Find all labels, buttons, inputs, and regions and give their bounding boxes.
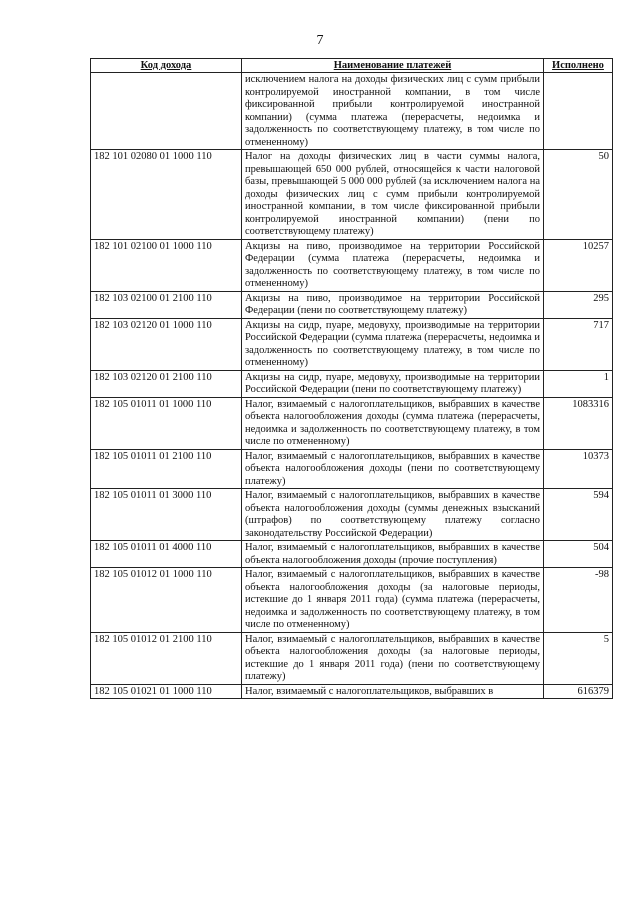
payment-name: Налог, взимаемый с налогоплательщиков, выбравших в качестве объекта налогообложения доходы (сумма платежа (перерасчеты, недоимка и задолженность по соответствующему платежу, в том числе по отмененному) [242, 397, 544, 449]
executed-amount: 616379 [544, 684, 613, 699]
executed-amount: -98 [544, 568, 613, 633]
table-row [91, 370, 613, 397]
executed-amount: 594 [544, 489, 613, 541]
table-row [91, 318, 613, 370]
payment-name: Налог, взимаемый с налогоплательщиков, выбравших в [242, 684, 544, 699]
column-header-code: Код дохода [91, 59, 242, 73]
page-number: 7 [316, 33, 324, 48]
table-row [91, 684, 613, 699]
payment-name: Акцизы на пиво, производимое на территории Российской Федерации (пени по соответствующему платежу) [242, 291, 544, 318]
revenue-code: 182 105 01011 01 2100 110 [91, 449, 242, 489]
revenue-code [91, 73, 242, 150]
revenue-code: 182 103 02100 01 2100 110 [91, 291, 242, 318]
table-row [91, 397, 613, 449]
executed-amount: 5 [544, 632, 613, 684]
executed-amount: 1 [544, 370, 613, 397]
revenue-code: 182 105 01011 01 3000 110 [91, 489, 242, 541]
revenue-table [90, 58, 613, 699]
table-header-row [91, 59, 613, 73]
revenue-code: 182 105 01012 01 2100 110 [91, 632, 242, 684]
executed-amount: 504 [544, 541, 613, 568]
payment-name: Акцизы на сидр, пуаре, медовуху, производимые на территории Российской Федерации (сумма платежа (перерасчеты, недоимка и задолженность по соответствующему платежу, в том числе по отмененному) [242, 318, 544, 370]
executed-amount: 295 [544, 291, 613, 318]
payment-name: Акцизы на пиво, производимое на территории Российской Федерации (сумма платежа (перерасчеты, недоимка и задолженность по соответствующему платежу, в том числе по отмененному) [242, 239, 544, 291]
table-row [91, 489, 613, 541]
table-row [91, 632, 613, 684]
executed-amount: 717 [544, 318, 613, 370]
payment-name: Налог, взимаемый с налогоплательщиков, выбравших в качестве объекта налогообложения доходы (за налоговые периоды, истекшие до 1 января 2011 года) (пени по соответствующему платежу) [242, 632, 544, 684]
table-row [91, 150, 613, 240]
payment-name: Налог, взимаемый с налогоплательщиков, выбравших в качестве объекта налогообложения доходы (за налоговые периоды, истекшие до 1 января 2011 года) (сумма платежа (перерасчеты, недоимка и задолженность по соответствующему платежу, в том числе по отмененному) [242, 568, 544, 633]
payment-name: Налог, взимаемый с налогоплательщиков, выбравших в качестве объекта налогообложения доходы (прочие поступления) [242, 541, 544, 568]
revenue-code: 182 105 01011 01 4000 110 [91, 541, 242, 568]
revenue-code: 182 101 02100 01 1000 110 [91, 239, 242, 291]
executed-amount: 10257 [544, 239, 613, 291]
revenue-code: 182 105 01012 01 1000 110 [91, 568, 242, 633]
table-row [91, 291, 613, 318]
table-row [91, 568, 613, 633]
revenue-code: 182 103 02120 01 1000 110 [91, 318, 242, 370]
payment-name: исключением налога на доходы физических лиц с сумм прибыли контролируемой иностранной компании, в том числе фиксированной прибыли контролируемой иностранной компании) (сумма платежа (перерасчеты, недоимка и задолженность по соответствующему платежу, в том числе по отмененному) [242, 73, 544, 150]
executed-amount: 1083316 [544, 397, 613, 449]
column-header-name: Наименование платежей [242, 59, 544, 73]
revenue-code: 182 105 01011 01 1000 110 [91, 397, 242, 449]
executed-amount [544, 73, 613, 150]
table-row [91, 73, 613, 150]
payment-name: Налог, взимаемый с налогоплательщиков, выбравших в качестве объекта налогообложения доходы (суммы денежных взысканий (штрафов) по соответствующему платежу согласно законодательству Российской Федерации) [242, 489, 544, 541]
executed-amount: 10373 [544, 449, 613, 489]
table-row [91, 541, 613, 568]
payment-name: Налог, взимаемый с налогоплательщиков, выбравших в качестве объекта налогообложения доходы (пени по соответствующему платежу) [242, 449, 544, 489]
table-row [91, 239, 613, 291]
payment-name: Акцизы на сидр, пуаре, медовуху, производимые на территории Российской Федерации (пени по соответствующему платежу) [242, 370, 544, 397]
table-row [91, 449, 613, 489]
revenue-code: 182 101 02080 01 1000 110 [91, 150, 242, 240]
revenue-code: 182 103 02120 01 2100 110 [91, 370, 242, 397]
payment-name: Налог на доходы физических лиц в части суммы налога, превышающей 650 000 рублей, относящейся к части налоговой базы, превышающей 5 000 000 рублей (за исключением налога на доходы физических лиц с сумм прибыли контролируемой иностранной компании, в том числе фиксированной прибыли контролируемой иностранной компании) (пени по соответствующему платежу) [242, 150, 544, 240]
executed-amount: 50 [544, 150, 613, 240]
revenue-code: 182 105 01021 01 1000 110 [91, 684, 242, 699]
column-header-value: Исполнено [544, 59, 613, 73]
